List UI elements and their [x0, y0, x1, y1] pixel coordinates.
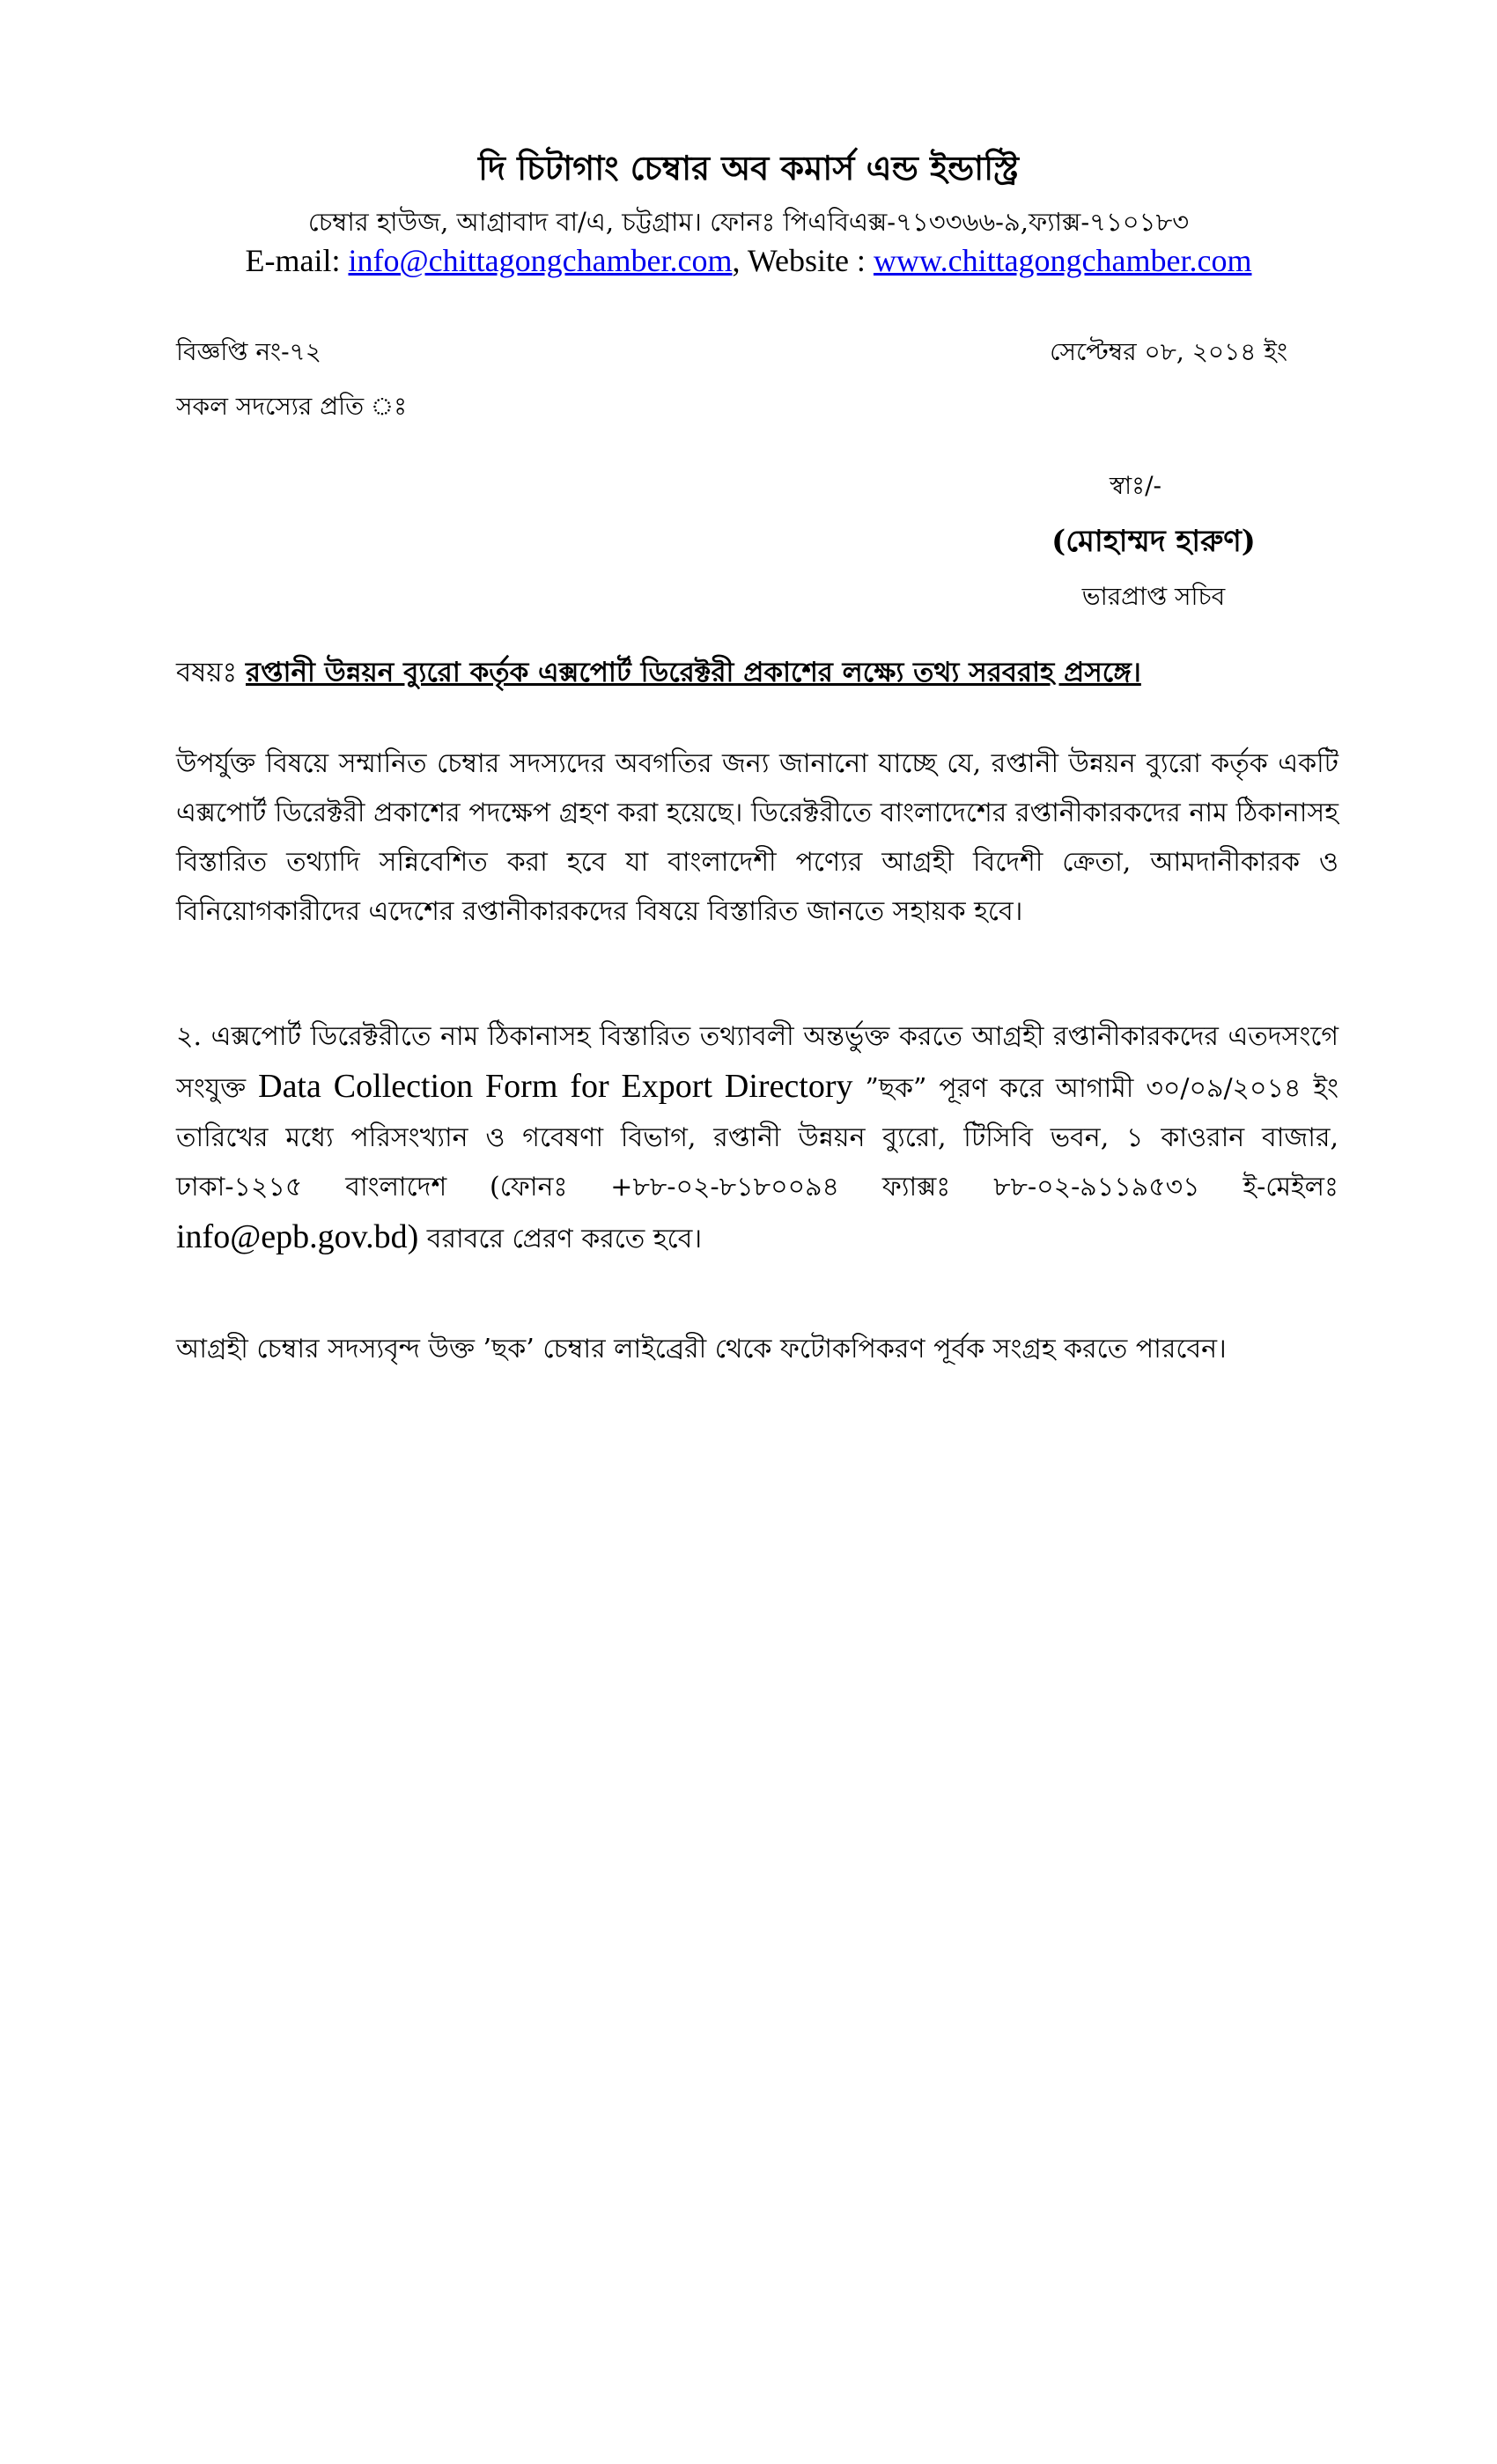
- subject-text: রপ্তানী উন্নয়ন ব্যুরো কর্তৃক এক্সপোর্ট ডিরেক্টরী প্রকাশের লক্ষ্যে তথ্য সরবরাহ প্রসঙ্গে।: [246, 657, 1141, 688]
- email-label: E-mail:: [245, 243, 349, 278]
- email-link[interactable]: info@chittagongchamber.com: [348, 243, 733, 278]
- website-label: , Website :: [732, 243, 874, 278]
- memo-date: সেপ্টেম্বর ০৮, ২০১৪ ইং: [1050, 337, 1287, 366]
- epb-email: info@epb.gov.bd): [176, 1218, 419, 1255]
- organization-address: চেম্বার হাউজ, আগ্রাবাদ বা/এ, চট্টগ্রাম। ফোনঃ পিএবিএক্স-৭১৩৩৬৬-৯,ফ্যাক্স-৭১০১৮৩: [307, 207, 1190, 237]
- recipient-line: সকল সদস্যের প্রতি ঃ: [176, 392, 408, 421]
- paragraph-2-text-b: ”ছক” পূরণ করে আগামী ৩০/০৯/২০১৪ ইং তারিখের মধ্যে পরিসংখ্যান ও গবেষণা বিভাগ, রপ্তানী উন্নয়ন ব্যুরো, টিসিবি ভবন, ১ কাওরান বাজার, ঢাকা-১২১৫ বাংলাদেশ (ফোনঃ +৮৮-০২-৮১৮০০৯৪ ফ্যাক্সঃ ৮৮-০২-৯১১৯৫৩১ ই-মেইলঃ: [176, 1073, 1338, 1203]
- form-name: Data Collection Form for Export Directory: [258, 1068, 853, 1105]
- website-link[interactable]: www.chittagongchamber.com: [873, 243, 1252, 278]
- subject-line: [176, 651, 1338, 697]
- signature-mark: স্বাঃ/-: [1110, 471, 1161, 500]
- body-paragraph-2: [176, 1012, 1338, 1264]
- signature-block: [969, 467, 1338, 619]
- body-paragraph-3: আগ্রহী চেম্বার সদস্যবৃন্দ উক্ত ’ছক’ চেম্বার লাইব্রেরী থেকে ফটোকপিকরণ পূর্বক সংগ্রহ করতে পারবেন।: [176, 1334, 1227, 1364]
- paragraph-2-text-c: বরাবরে প্রেরণ করতে হবে।: [418, 1224, 703, 1254]
- contact-line: [0, 242, 1497, 279]
- paragraph-2-text-a: ২. এক্সপোর্ট ডিরেক্টরীতে নাম ঠিকানাসহ বিস্তারিত তথ্যাবলী অন্তর্ভুক্ত করতে আগ্রহী রপ্তানীকারকদের এতদসংগে সংযুক্ত: [176, 1021, 1338, 1104]
- signatory-title: ভারপ্রাপ্ত সচিব: [1081, 582, 1226, 611]
- body-paragraph-1: উপর্যুক্ত বিষয়ে সম্মানিত চেম্বার সদস্যদের অবগতির জন্য জানানো যাচ্ছে যে, রপ্তানী উন্নয়ন ব্যুরো কর্তৃক একটি এক্সপোর্ট ডিরেক্টরী প্রকাশের পদক্ষেপ গ্রহণ করা হয়েছে। ডিরেক্টরীতে বাংলাদেশের রপ্তানীকারকদের নাম ঠিকানাসহ বিস্তারিত তথ্যাদি সন্নিবেশিত করা হবে যা বাংলাদেশী পণ্যের আগ্রহী বিদেশী ক্রেতা, আমদানীকারক ও বিনিয়োগকারীদের এদেশের রপ্তানীকারকদের বিষয়ে বিস্তারিত জানতে সহায়ক হবে।: [176, 748, 1338, 927]
- subject-label: বষয়ঃ: [176, 657, 246, 688]
- organization-name: দি চিটাগাং চেম্বার অব কমার্স এন্ড ইন্ডাস্ট্রি: [478, 148, 1019, 188]
- memo-number: বিজ্ঞপ্তি নং-৭২: [176, 337, 321, 366]
- signatory-name: (মোহাম্মদ হারুণ): [1051, 524, 1256, 559]
